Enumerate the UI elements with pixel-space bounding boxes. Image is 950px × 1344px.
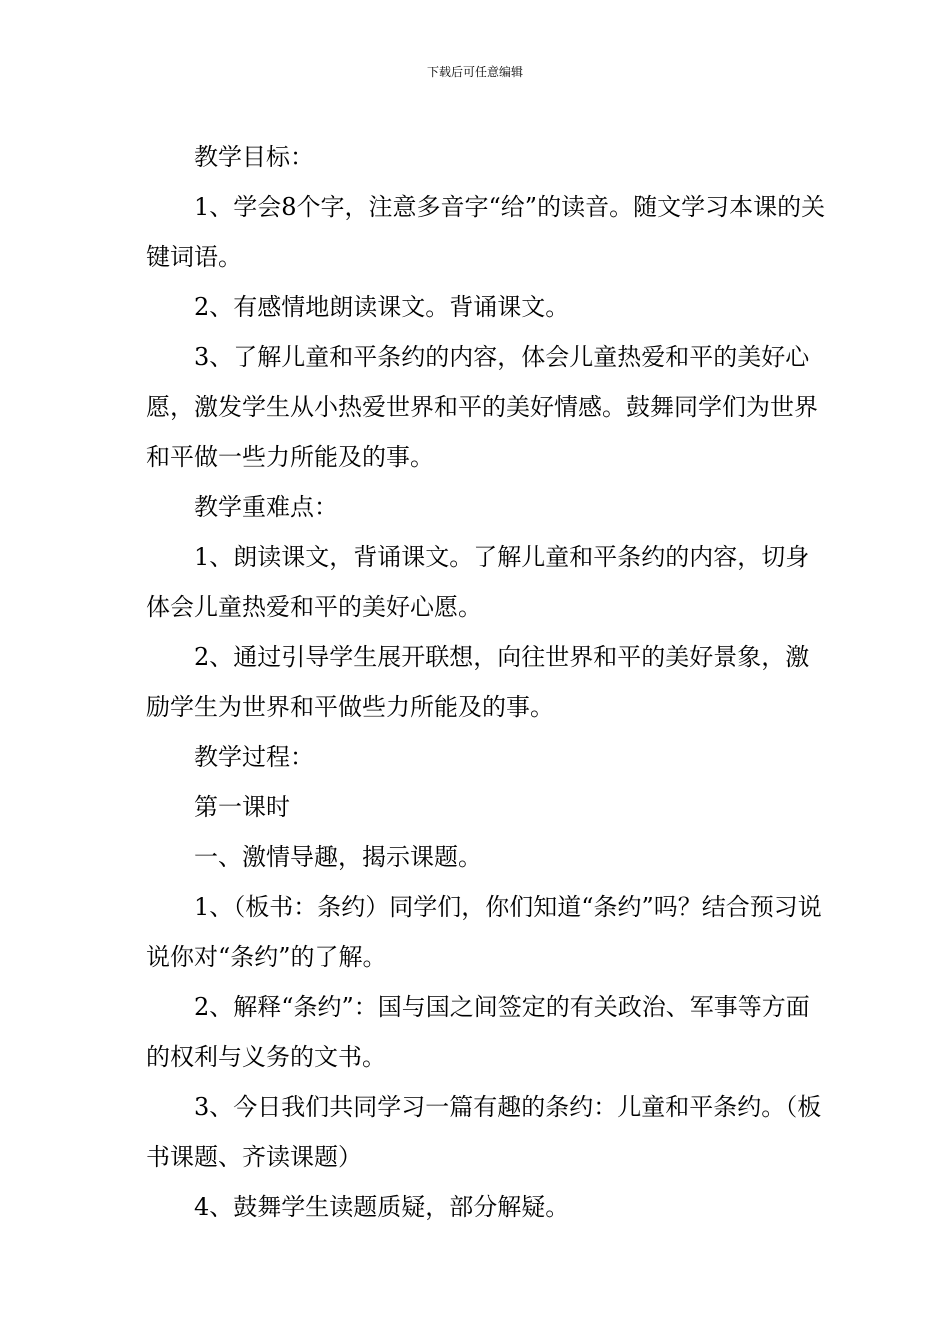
goal-item-3: 3、了解儿童和平条约的内容，体会儿童热爱和平的美好心愿，激发学生从小热爱世界和平的美好情感。鼓舞同学们为世界和平做一些力所能及的事。 [146, 343, 818, 471]
process-step-3: 3、今日我们共同学习一篇有趣的条约：儿童和平条约。（板书课题、齐读课题） [146, 1093, 822, 1171]
goal-item-1: 1、学会8个字，注意多音字“给”的读音。随文学习本课的关键词语。 [146, 193, 826, 271]
goal-item-2: 2、有感情地朗读课文。背诵课文。 [194, 293, 570, 321]
lesson-one-title: 第一课时 [194, 793, 290, 821]
document-body [146, 132, 826, 1232]
process-step-4: 4、鼓舞学生读题质疑，部分解疑。 [194, 1193, 570, 1221]
key-point-1: 1、朗读课文，背诵课文。了解儿童和平条约的内容，切身体会儿童热爱和平的美好心愿。 [146, 543, 810, 621]
heading-teaching-process: 教学过程： [194, 743, 314, 771]
key-point-2: 2、通过引导学生展开联想，向往世界和平的美好景象，激励学生为世界和平做些力所能及的事。 [146, 643, 810, 721]
section-one-title: 一、激情导趣，揭示课题。 [194, 843, 482, 871]
page-header: 下载后可任意编辑 [426, 65, 523, 79]
process-step-2: 2、解释“条约”：国与国之间签定的有关政治、军事等方面的权利与义务的文书。 [146, 993, 810, 1071]
heading-key-points: 教学重难点： [194, 493, 338, 521]
process-step-1: 1、（板书：条约）同学们，你们知道“条约”吗？结合预习说说你对“条约”的了解。 [146, 893, 822, 971]
heading-teaching-goals: 教学目标： [194, 143, 314, 171]
